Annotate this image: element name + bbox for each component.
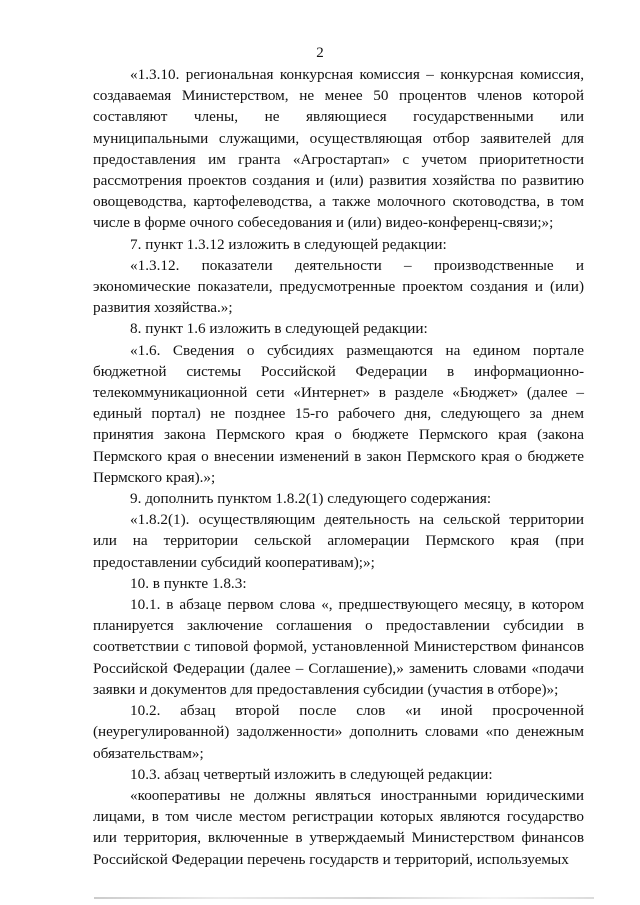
scan-bottom-edge <box>94 897 594 899</box>
paragraph-1-3-12: «1.3.12. показатели деятельности – производственные и экономические показатели, предусмотренные проектом создания и (или) развития хозяйства.»; <box>93 256 584 317</box>
paragraph-1-3-10: «1.3.10. региональная конкурсная комиссия – конкурсная комиссия, создаваемая Министерством, не менее 50 процентов членов которой составляют члены, не являющиеся государственными или муниципальными служащими, осуществляющая отбор заявителей для предоставления им гранта «Агростартап» с учетом приоритетности рассмотрения проектов создания и (или) развития хозяйства по развитию овощеводства, картофелеводства, а также молочного скотоводства, в том числе в форме очного собеседования и (или) видео-конференц-связи;»; <box>93 66 584 232</box>
paragraph-cooperatives: «кооперативы не должны являться иностранными юридическими лицами, в том числе местом регистрации которых являются государство или территория, включенные в утверждаемый Министерством финансов Российской Федерации перечень государств и территорий, используемых <box>93 786 584 868</box>
page-number: 2 <box>316 45 324 61</box>
paragraph-item-8: 8. пункт 1.6 изложить в следующей редакции: <box>130 320 428 338</box>
paragraph-1-6: «1.6. Сведения о субсидиях размещаются на едином портале бюджетной системы Российской Федерации в информационно-телекоммуникационной сети «Интернет» в разделе «Бюджет» (далее – единый портал) не позднее 15-го рабочего дня, следующего за днем принятия закона Пермского края о бюджете Пермского края (закона Пермского края о внесении изменений в закон Пермского края о бюджете Пермского края).»; <box>93 341 584 486</box>
paragraph-10-3: 10.3. абзац четвертый изложить в следующей редакции: <box>130 765 493 783</box>
paragraph-10-2: 10.2. абзац второй после слов «и иной просроченной (неурегулированной) задолженности» дополнить словами «по денежным обязательствам»; <box>93 702 584 762</box>
document-body <box>93 64 584 870</box>
paragraph-item-9: 9. дополнить пунктом 1.8.2(1) следующего содержания: <box>130 490 492 508</box>
paragraph-10-1: 10.1. в абзаце первом слова «, предшествующего месяцу, в котором планируется заключение соглашения о предоставлении субсидии в соответствии с типовой формой, установленной Министерством финансов Российской Федерации (далее – Соглашение),» заменить словами «подачи заявки и документов для предоставления субсидии (участия в отборе)»; <box>93 596 584 698</box>
paragraph-item-10: 10. в пункте 1.8.3: <box>130 574 247 592</box>
paragraph-1-8-2-1: «1.8.2(1). осуществляющим деятельность на сельской территории или на территории сельской агломерации Пермского края (при предоставлении субсидий кооперативам);»; <box>93 511 584 571</box>
paragraph-item-7: 7. пункт 1.3.12 изложить в следующей редакции: <box>130 235 447 253</box>
